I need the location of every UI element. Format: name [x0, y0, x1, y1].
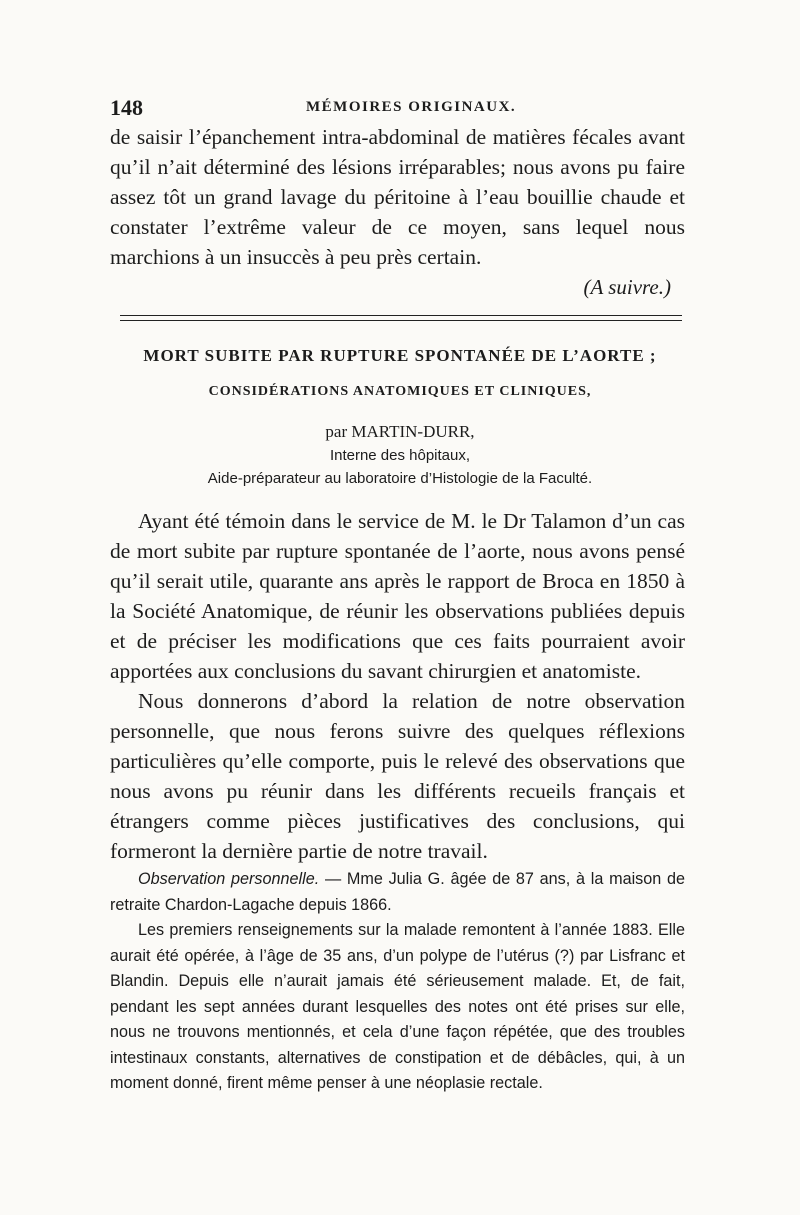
observation-paragraph-1 [110, 867, 685, 918]
divider-rule-top [120, 315, 682, 316]
article-title: MORT SUBITE PAR RUPTURE SPONTANÉE DE L’AORTE ; [143, 346, 657, 365]
page-number: 148 [110, 95, 143, 120]
continuation-paragraph: de saisir l’épanchement intra-abdominal de matières fécales avant qu’il n’ait déterminé des lésions irréparables; nous avons pu faire assez tôt un grand lavage du péritoine à l’eau bouillie chaude et constater l’extrême valeur de ce moyen, sans lequel nous marchions à un insuccès à peu près certain. [110, 125, 685, 269]
body-paragraph-1: Ayant été témoin dans le service de M. le Dr Talamon d’un cas de mort subite par rupture spontanée de l’aorte, nous avons pensé qu’il serait utile, quarante ans après le rapport de Broca en 1850 à la Société Anatomique, de réunir les observations publiées depuis et de préciser les modifications que ces faits pourraient avoir apportées aux conclusions du savant chirurgien et anatomiste. [110, 509, 685, 683]
observation-intro: — Mme Julia G. âgée de 87 ans, à la maison de retraite Chardon-Lagache depuis 1866. [110, 870, 686, 914]
author-affiliation-2: Aide-préparateur au laboratoire d’Histologie de la Faculté. [207, 470, 593, 487]
observation-block [110, 867, 685, 1097]
continuation-text [110, 122, 685, 302]
article-author: par MARTIN-DURR, [325, 422, 475, 441]
a-suivre-text: (A suivre.) [583, 275, 671, 299]
divider-rule-bottom [120, 320, 682, 321]
body-paragraph-2: Nous donnerons d’abord la relation de notre observation personnelle, que nous ferons suivre des quelques réflexions particulières qu’elle comporte, puis le relevé des observations que nous avons pu réunir dans les différents recueils français et étrangers comme pièces justificatives des conclusions, qui formeront la dernière partie de notre travail. [110, 689, 685, 863]
observation-paragraph-2: Les premiers renseignements sur la malade remontent à l’année 1883. Elle aurait été opérée, à l’âge de 35 ans, d’un polype de l’utérus (?) par Lisfranc et Blandin. Depuis elle n’aurait jamais été sérieusement malade. Et, de fait, pendant les sept années durant lesquelles des notes ont été prises sur elle, nous ne trouvons mentionnés, et cela d’une façon répétée, que des troubles intestinaux constants, alternatives de constipation et de débâcles, qui, à un moment donné, firent même penser à une néoplasie rectale. [110, 921, 685, 1092]
observation-heading: Observation personnelle. [138, 870, 320, 888]
article-subtitle: CONSIDÉRATIONS ANATOMIQUES ET CLINIQUES, [208, 384, 592, 399]
running-head [110, 95, 690, 125]
a-suivre [110, 272, 685, 302]
author-affiliation-1: Interne des hôpitaux, [329, 447, 471, 464]
running-title: MÉMOIRES ORIGINAUX. [306, 99, 517, 115]
article-body [110, 506, 685, 866]
